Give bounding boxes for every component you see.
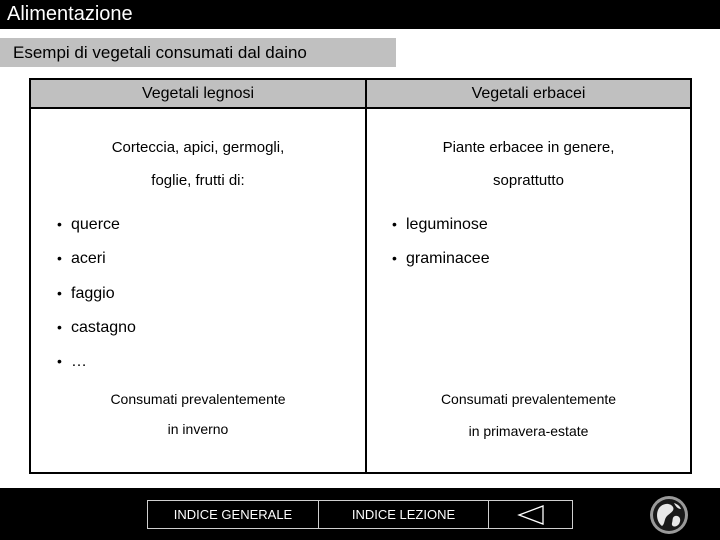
header-woody: Vegetali legnosi (31, 80, 365, 109)
right-intro-line-2: soprattutto (493, 172, 564, 189)
right-note-line-1: Consumati prevalentemente (440, 391, 617, 407)
title-bar (0, 0, 720, 29)
bullet-icon: • (57, 319, 62, 335)
bullet-icon: • (57, 353, 62, 369)
page-title: Alimentazione (7, 3, 133, 25)
list-item-label: … (71, 353, 87, 370)
list-item (57, 250, 106, 268)
globe-logo-icon[interactable] (648, 494, 690, 536)
lesson-index-button[interactable]: INDICE LEZIONE (351, 507, 456, 522)
bullet-icon: • (392, 216, 397, 232)
comparison-table (29, 78, 692, 474)
bullet-icon: • (392, 250, 397, 266)
navigation-bar (0, 488, 720, 540)
nav-button-group (147, 500, 573, 529)
list-item (57, 353, 87, 371)
left-intro-line-2: foglie, frutti di: (151, 172, 245, 189)
bullet-icon: • (57, 250, 62, 266)
left-note-line-2: in inverno (167, 421, 229, 437)
header-herbaceous: Vegetali erbacei (367, 80, 690, 109)
list-item (57, 319, 136, 337)
right-note-line-2: in primavera-estate (468, 423, 589, 439)
list-item-label: faggio (71, 285, 115, 302)
list-item (392, 216, 488, 234)
list-item-label: querce (71, 216, 120, 233)
bullet-icon: • (57, 216, 62, 232)
general-index-button[interactable]: INDICE GENERALE (173, 507, 293, 522)
list-item-label: aceri (71, 250, 106, 267)
left-note-line-1: Consumati prevalentemente (110, 391, 286, 407)
bullet-icon: • (57, 285, 62, 301)
list-item (57, 285, 115, 303)
list-item (57, 216, 120, 234)
list-item-label: leguminose (406, 216, 488, 233)
back-button[interactable] (489, 501, 572, 528)
subtitle-text: Esempi di vegetali consumati dal daino (13, 43, 307, 62)
back-arrow-icon (516, 504, 546, 526)
list-item (392, 250, 490, 268)
left-intro-line-1: Corteccia, apici, germogli, (111, 139, 285, 156)
list-item-label: graminacee (406, 250, 490, 267)
right-intro-line-1: Piante erbacee in genere, (442, 139, 615, 156)
list-item-label: castagno (71, 319, 136, 336)
subtitle-box (0, 38, 396, 67)
